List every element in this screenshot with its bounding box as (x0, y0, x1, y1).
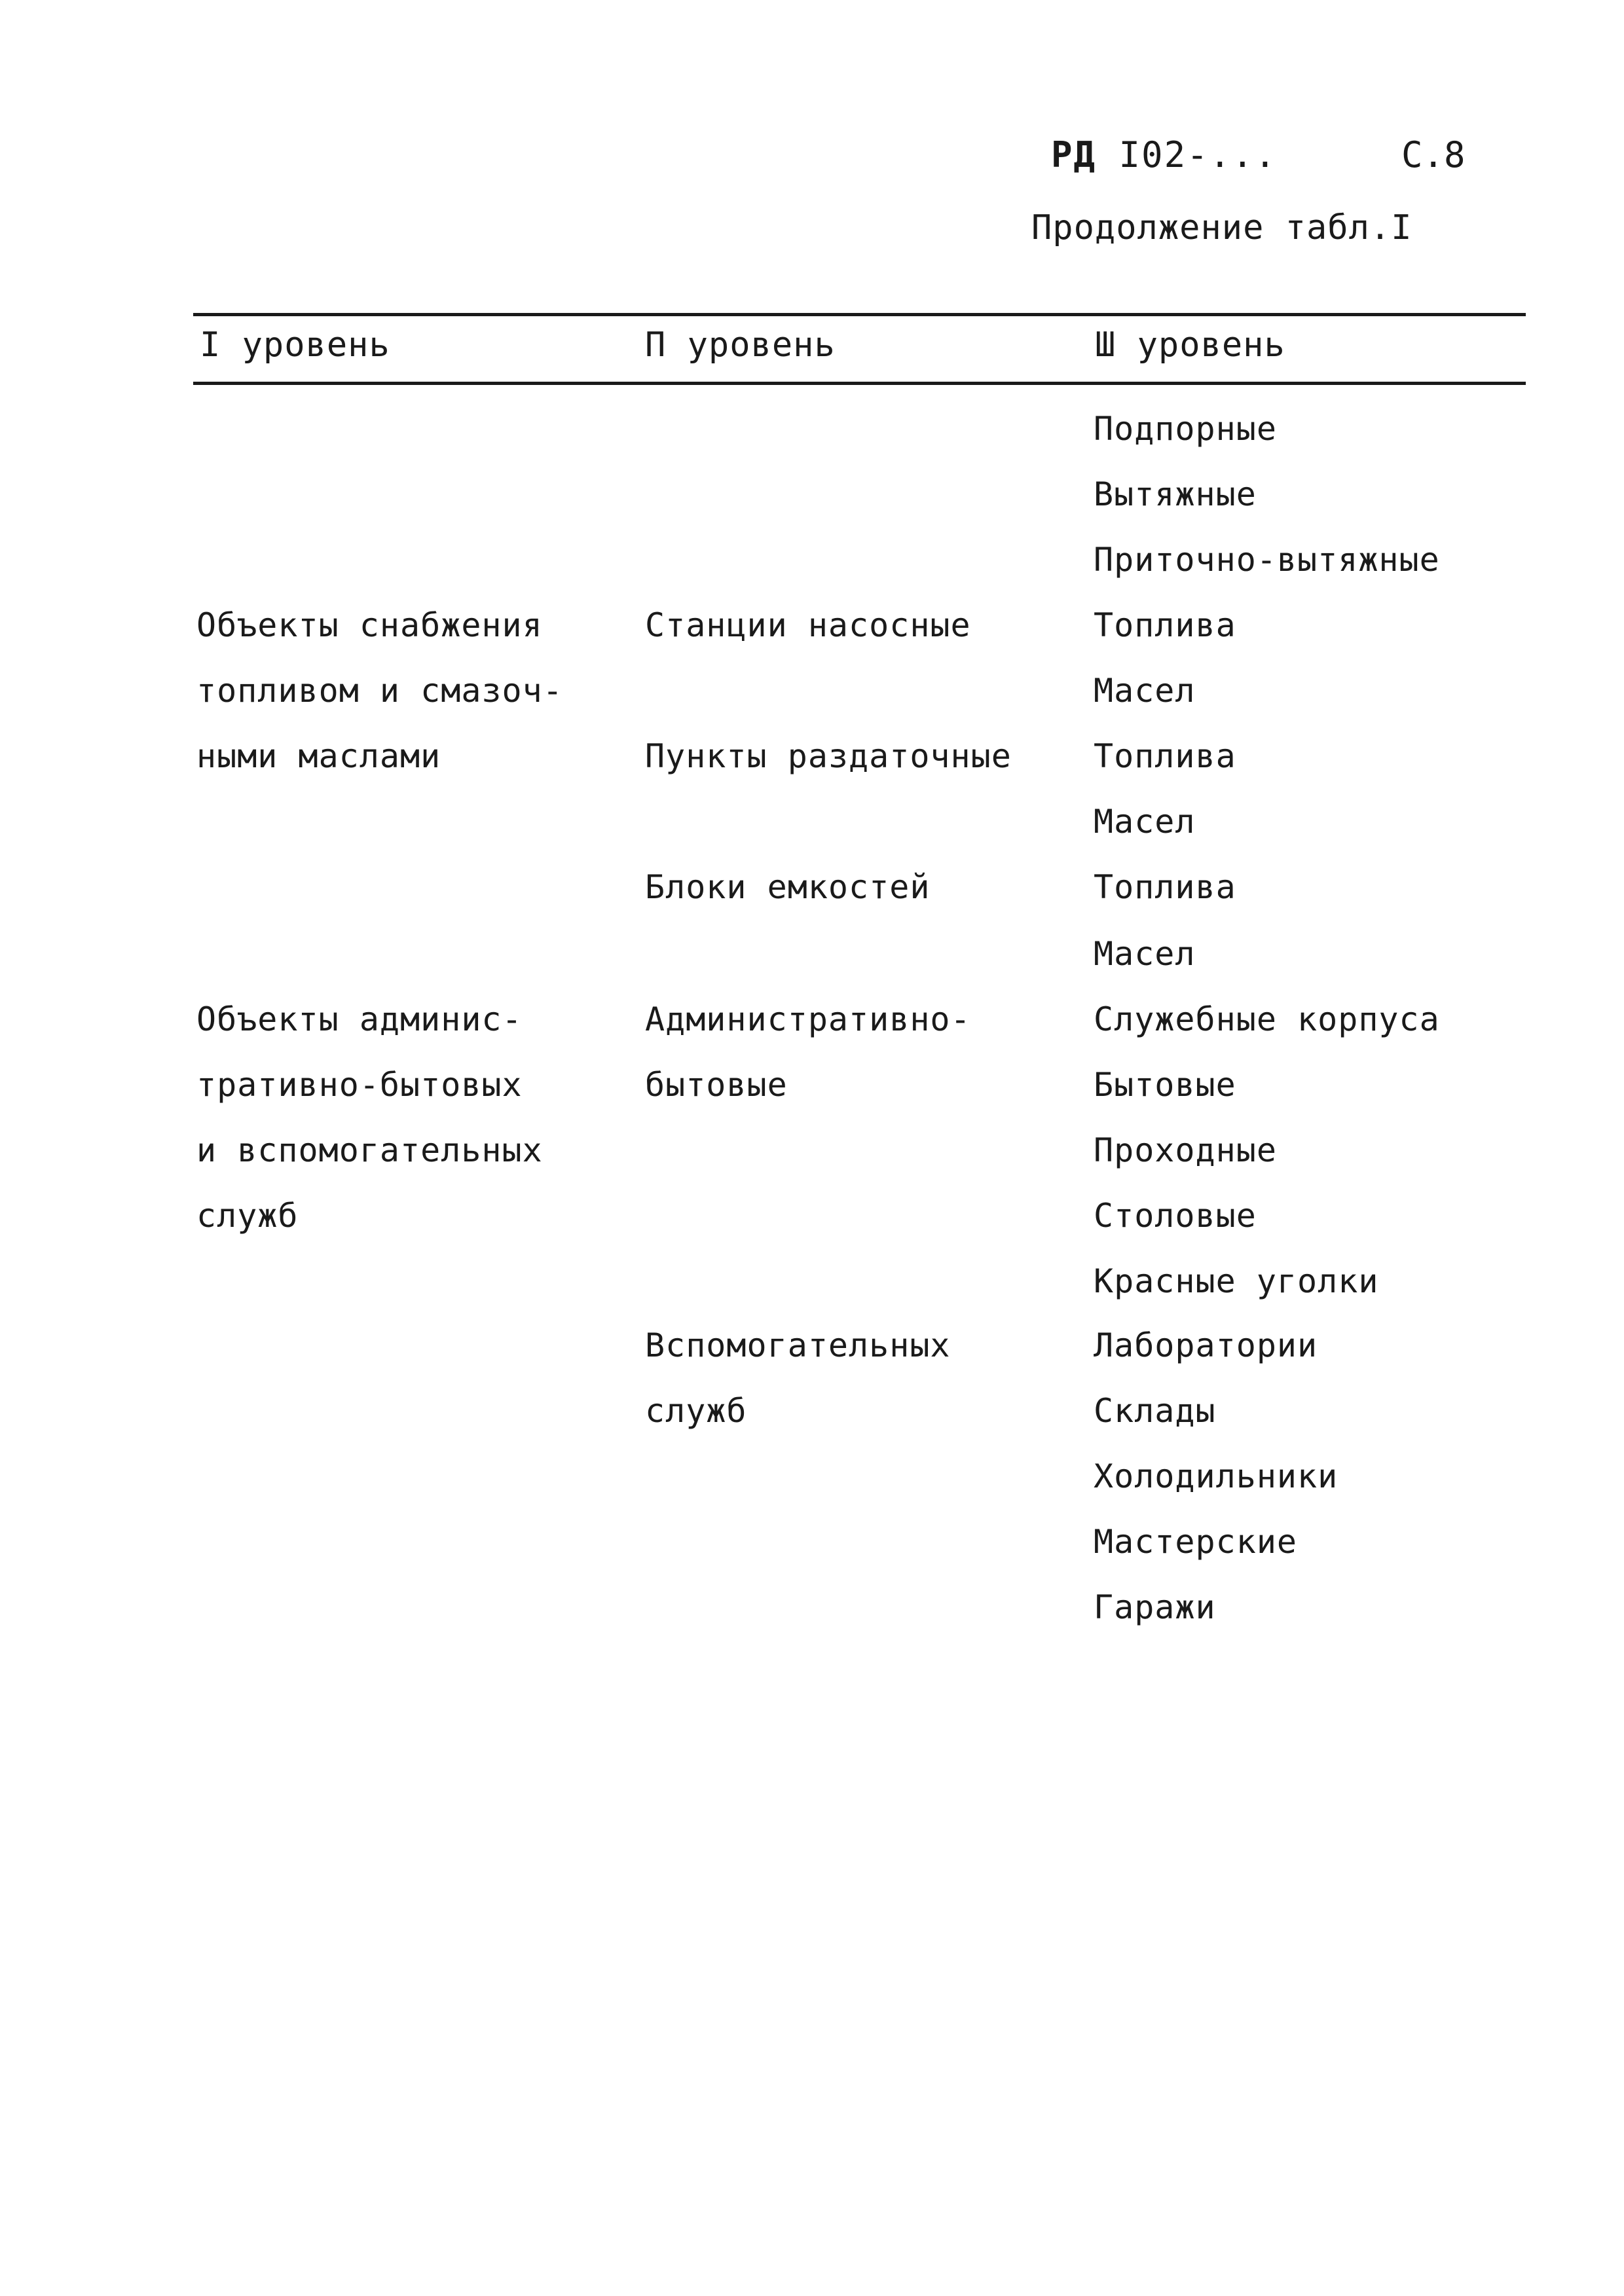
level2-cell-line: Административно- (645, 1000, 971, 1038)
level3-item: Масел (1094, 803, 1196, 841)
level2-cell-line: бытовые (645, 1066, 788, 1104)
level1-cell-line: топливом и смазоч- (196, 672, 563, 710)
level3-item: Проходные (1094, 1131, 1277, 1169)
level2-cell-line: Вспомогательных (645, 1326, 951, 1364)
level1-cell-line: Объекты админис- (196, 1000, 523, 1038)
level3-item: Топлива (1094, 868, 1236, 906)
level3-item: Столовые (1094, 1197, 1257, 1235)
level1-cell-line: Объекты снабжения (196, 606, 543, 644)
level2-cell-line: Пункты раздаточные (645, 737, 1012, 775)
level2-cell-line: Блоки емкостей (645, 868, 931, 906)
document-code (1051, 134, 1277, 175)
level2-cell-line: Станции насосные (645, 606, 971, 644)
table-continuation-caption: Продолжение табл.I (1031, 208, 1412, 247)
level3-item: Вытяжные (1094, 475, 1257, 513)
document-code-prefix: РД (1051, 134, 1097, 175)
level3-item: Красные уголки (1094, 1262, 1379, 1300)
level3-item: Гаражи (1094, 1588, 1216, 1626)
column-header-level-1: I уровень (200, 325, 390, 365)
level1-cell-line: служб (196, 1197, 299, 1235)
table-top-rule (193, 313, 1526, 316)
level1-cell-line: и вспомогательных (196, 1131, 543, 1169)
document-code-number: I02-... (1118, 134, 1278, 175)
level1-cell-line: ными маслами (196, 737, 441, 775)
level3-item: Топлива (1094, 606, 1236, 644)
level1-cell-line: тративно-бытовых (196, 1066, 523, 1104)
level3-item: Мастерские (1094, 1523, 1298, 1561)
column-header-level-2: П уровень (645, 325, 836, 365)
level3-item: Холодильники (1094, 1457, 1338, 1495)
page-number: С.8 (1401, 134, 1466, 175)
level3-item: Масел (1094, 935, 1196, 973)
table-header-rule (193, 382, 1526, 385)
level3-item: Лаборатории (1094, 1326, 1318, 1364)
level3-item: Топлива (1094, 737, 1236, 775)
level2-cell-line: служб (645, 1392, 747, 1430)
level3-item: Масел (1094, 672, 1196, 710)
level3-item: Приточно-вытяжные (1094, 541, 1440, 579)
level3-item: Подпорные (1094, 410, 1277, 448)
column-header-level-3: Ш уровень (1095, 325, 1285, 365)
level3-item: Склады (1094, 1392, 1216, 1430)
level3-item: Служебные корпуса (1094, 1000, 1440, 1038)
level3-item: Бытовые (1094, 1066, 1236, 1104)
